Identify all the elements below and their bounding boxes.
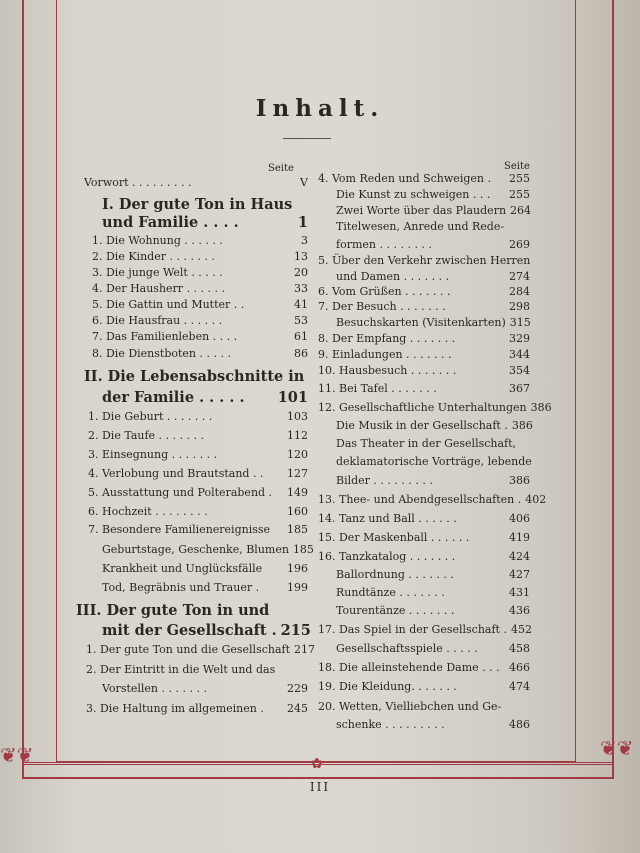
toc-entry [318,700,530,713]
toc-entry-title: Ballordnung . . . . . . . [336,568,454,581]
toc-entry-page: 127 [287,467,308,480]
toc-entry-page: 474 [509,680,530,693]
toc-entry-title: 1. Die Geburt . . . . . . . [88,410,213,423]
toc-entry [88,429,308,442]
toc-entry-page: 452 [510,623,532,636]
toc-entry-title: 3. Die Haltung im allgemeinen . [86,702,264,715]
toc-entry-title: mit der Gesellschaft . [102,622,277,639]
toc-entry [318,493,547,506]
toc-entry [336,474,530,487]
toc-entry [336,419,533,432]
toc-entry [84,176,308,189]
toc-entry-page: 199 [287,581,308,594]
toc-entry [88,448,308,461]
toc-entry [84,368,308,385]
toc-entry-page: 284 [509,285,530,298]
toc-entry-page: 402 [525,493,547,506]
toc-entry [318,512,530,525]
toc-entry-page: 53 [294,314,308,327]
toc-entry-page: 217 [294,643,316,656]
toc-entry-title: 4. Verlobung und Brautstand . . [88,467,264,480]
toc-entry-title: 6. Hochzeit . . . . . . . . [88,505,208,518]
toc-entry-title: 5. Die Gattin und Mutter . . [92,298,245,311]
toc-entry-title: 4. Der Hausherr . . . . . . [92,282,226,295]
toc-entry-page: 419 [509,531,530,544]
toc-entry [92,282,308,295]
toc-entry [336,568,530,581]
toc-entry-page [526,220,530,233]
toc-entry [318,382,530,395]
toc-entry [102,543,314,556]
toc-entry [88,410,308,423]
toc-right-column [318,0,552,853]
toc-entry-title: 9. Einladungen . . . . . . . [318,348,452,361]
toc-entry-page: 255 [509,172,530,185]
toc-entry-page: 3 [301,234,308,247]
toc-entry [318,623,530,636]
toc-entry-page [526,700,530,713]
toc-entry [318,401,552,414]
toc-entry [318,332,530,345]
toc-entry-page: 86 [294,347,308,360]
toc-entry-page: V [300,176,308,189]
toc-entry-page: 436 [509,604,530,617]
toc-entry-page: 61 [294,330,308,343]
toc-entry-title: 5. Über den Verkehr zwischen Herren [318,254,531,267]
toc-entry-page: 386 [509,474,530,487]
toc-entry [336,238,530,251]
toc-entry-page: 298 [509,300,530,313]
toc-entry [92,298,308,311]
toc-entry-page: 41 [294,298,308,311]
toc-entry-page: 13 [294,250,308,263]
toc-entry [318,254,530,267]
toc-entry-page: 424 [509,550,530,563]
toc-entry [88,467,308,480]
toc-entry [336,188,530,201]
toc-entry-title: Tod, Begräbnis und Trauer . [102,581,260,594]
toc-entry-title: formen . . . . . . . . [336,238,432,251]
toc-entry-page: 103 [287,410,308,423]
toc-entry [318,661,530,674]
toc-entry-page: 229 [287,682,308,695]
toc-entry-page: 185 [292,543,314,556]
toc-entry-title: Die Musik in der Gesellschaft . [336,419,508,432]
toc-entry-page: 20 [294,266,308,279]
toc-entry [336,642,530,655]
toc-entry [336,270,530,283]
toc-entry-title: 8. Der Empfang . . . . . . . [318,332,456,345]
toc-entry-title: Vorwort . . . . . . . . . [84,176,192,189]
right-flourish-icon: ❦❦ [600,736,634,760]
toc-entry [336,220,530,233]
toc-entry-title: III. Der gute Ton in und [76,602,270,619]
toc-entry [92,234,308,247]
toc-entry-title: Krankheit und Unglücksfälle [102,562,263,575]
toc-entry-title: 14. Tanz und Ball . . . . . . [318,512,457,525]
toc-entry-title: 20. Wetten, Vielliebchen und Ge- [318,700,502,713]
toc-entry-title: 12. Gesellschaftliche Unterhaltungen [318,401,527,414]
toc-entry-page: 329 [509,332,530,345]
toc-entry [88,486,308,499]
toc-entry-title: Tourentänze . . . . . . . [336,604,455,617]
toc-entry-page: 149 [287,486,308,499]
toc-entry [92,250,308,263]
toc-entry-title: 16. Tanzkatalog . . . . . . . [318,550,456,563]
toc-entry-title: 1. Die Wohnung . . . . . . [92,234,223,247]
toc-entry [86,702,308,715]
toc-entry-title: 3. Einsegnung . . . . . . . [88,448,218,461]
toc-entry [336,437,530,450]
center-flourish-icon: ✿ [311,756,323,772]
toc-entry-page: 344 [509,348,530,361]
left-flourish-icon: ❦❦ [0,743,34,767]
toc-entry-title: 11. Bei Tafel . . . . . . . [318,382,437,395]
toc-entry [86,643,316,656]
toc-entry-title: Die Kunst zu schweigen . . . [336,188,491,201]
toc-entry-title: 7. Das Familienleben . . . . [92,330,238,343]
toc-entry-page: 367 [509,382,530,395]
toc-entry-title: 19. Die Kleidung. . . . . . . [318,680,457,693]
toc-entry [318,364,530,377]
toc-entry-page: 245 [287,702,308,715]
toc-entry [102,581,308,594]
toc-entry-page: 185 [287,523,308,536]
toc-entry-page: 160 [287,505,308,518]
toc-entry-page: 274 [509,270,530,283]
toc-entry-title: 2. Die Taufe . . . . . . . [88,429,204,442]
toc-entry [102,562,308,575]
toc-entry-title: der Familie . . . . . [102,389,245,406]
toc-entry [86,663,308,676]
toc-entry-page: 264 [510,204,532,217]
toc-entry-page: 33 [294,282,308,295]
toc-entry-title: 8. Die Dienstboten . . . . . [92,347,231,360]
toc-entry-page: 120 [287,448,308,461]
toc-entry [336,718,530,731]
toc-entry [92,266,308,279]
toc-entry-page [304,368,308,385]
toc-entry-page: 196 [287,562,308,575]
toc-entry-title: 13. Thee- und Abendgesellschaften . [318,493,522,506]
toc-entry-title: 15. Der Maskenball . . . . . . [318,531,470,544]
toc-entry-title: 10. Hausbesuch . . . . . . . [318,364,457,377]
page-number: III [309,780,331,794]
toc-entry [92,347,308,360]
toc-entry-title: 17. Das Spiel in der Gesellschaft . [318,623,507,636]
toc-entry-title: 6. Vom Grüßen . . . . . . . [318,285,451,298]
toc-entry-title: I. Der gute Ton in Haus [102,196,293,213]
toc-entry-title: 5. Ausstattung und Polterabend . [88,486,273,499]
seite-label-right: Seite [504,161,530,172]
toc-entry [318,300,530,313]
toc-entry [336,204,530,217]
toc-entry-title: Geburtstage, Geschenke, Blumen [102,543,289,556]
toc-entry [318,172,530,185]
toc-entry-title: 3. Die junge Welt . . . . . [92,266,223,279]
toc-entry [318,531,530,544]
toc-entry-page [304,602,308,619]
toc-entry [336,455,530,468]
toc-entry [318,348,530,361]
toc-entry-page: 466 [509,661,530,674]
toc-entry-page: 112 [287,429,308,442]
toc-entry-page: 427 [509,568,530,581]
toc-entry-page: 1 [297,214,308,231]
toc-entry-page: 255 [509,188,530,201]
toc-entry [102,389,308,406]
toc-entry [102,682,308,695]
toc-entry-page [530,254,534,267]
toc-entry-title: 6. Die Hausfrau . . . . . . [92,314,223,327]
toc-entry-page: 315 [509,316,531,329]
page-title: Inhalt. [255,95,385,122]
toc-entry [318,550,530,563]
toc-entry [336,586,530,599]
toc-entry-title: und Damen . . . . . . . [336,270,450,283]
toc-entry-page: 101 [277,389,308,406]
toc-entry [88,505,308,518]
toc-entry-title: 4. Vom Reden und Schweigen . [318,172,491,185]
toc-entry-title: Besuchskarten (Visitenkarten) [336,316,506,329]
toc-entry-page [304,663,308,676]
toc-entry-page: 386 [530,401,552,414]
toc-entry-page: 215 [280,622,311,639]
toc-entry-title: Das Theater in der Gesellschaft, [336,437,517,450]
toc-entry-title: 2. Die Kinder . . . . . . . [92,250,215,263]
toc-entry-page: 486 [509,718,530,731]
toc-entry [88,523,308,536]
toc-entry-title: und Familie . . . . [102,214,239,231]
toc-entry-title: Bilder . . . . . . . . . [336,474,433,487]
toc-entry [92,314,308,327]
toc-entry-title: 2. Der Eintritt in die Welt und das [86,663,276,676]
seite-label-left: Seite [268,163,294,174]
toc-entry [102,196,308,213]
toc-entry-page: 269 [509,238,530,251]
toc-entry-page [532,455,536,468]
toc-entry-title: II. Die Lebensabschnitte in [84,368,305,385]
toc-entry [102,214,308,231]
toc-entry [336,316,530,329]
toc-entry-page: 386 [511,419,533,432]
toc-entry-title: 1. Der gute Ton und die Gesellschaft [86,643,291,656]
toc-entry-title: 7. Besondere Familienereignisse [88,523,271,536]
toc-entry [336,604,530,617]
toc-entry-title: Titelwesen, Anrede und Rede- [336,220,505,233]
toc-entry-title: 7. Der Besuch . . . . . . . [318,300,446,313]
toc-entry-title: Gesellschaftsspiele . . . . . [336,642,478,655]
toc-entry-title: Zwei Worte über das Plaudern [336,204,507,217]
toc-entry [318,680,530,693]
toc-entry-page: 354 [509,364,530,377]
toc-entry [318,285,530,298]
toc-entry [102,622,311,639]
toc-entry-page: 431 [509,586,530,599]
toc-entry-title: deklamatorische Vorträge, lebende [336,455,532,468]
toc-entry [92,330,308,343]
toc-entry-title: Vorstellen . . . . . . . [102,682,207,695]
toc-entry-title: schenke . . . . . . . . . [336,718,445,731]
toc-entry-title: 18. Die alleinstehende Dame . . . [318,661,500,674]
toc-entry-page [526,437,530,450]
toc-left-column [76,0,316,853]
toc-entry [76,602,308,619]
toc-entry-title: Rundtänze . . . . . . . [336,586,445,599]
toc-entry-page: 458 [509,642,530,655]
toc-entry-page: 406 [509,512,530,525]
toc-entry-page [304,196,308,213]
